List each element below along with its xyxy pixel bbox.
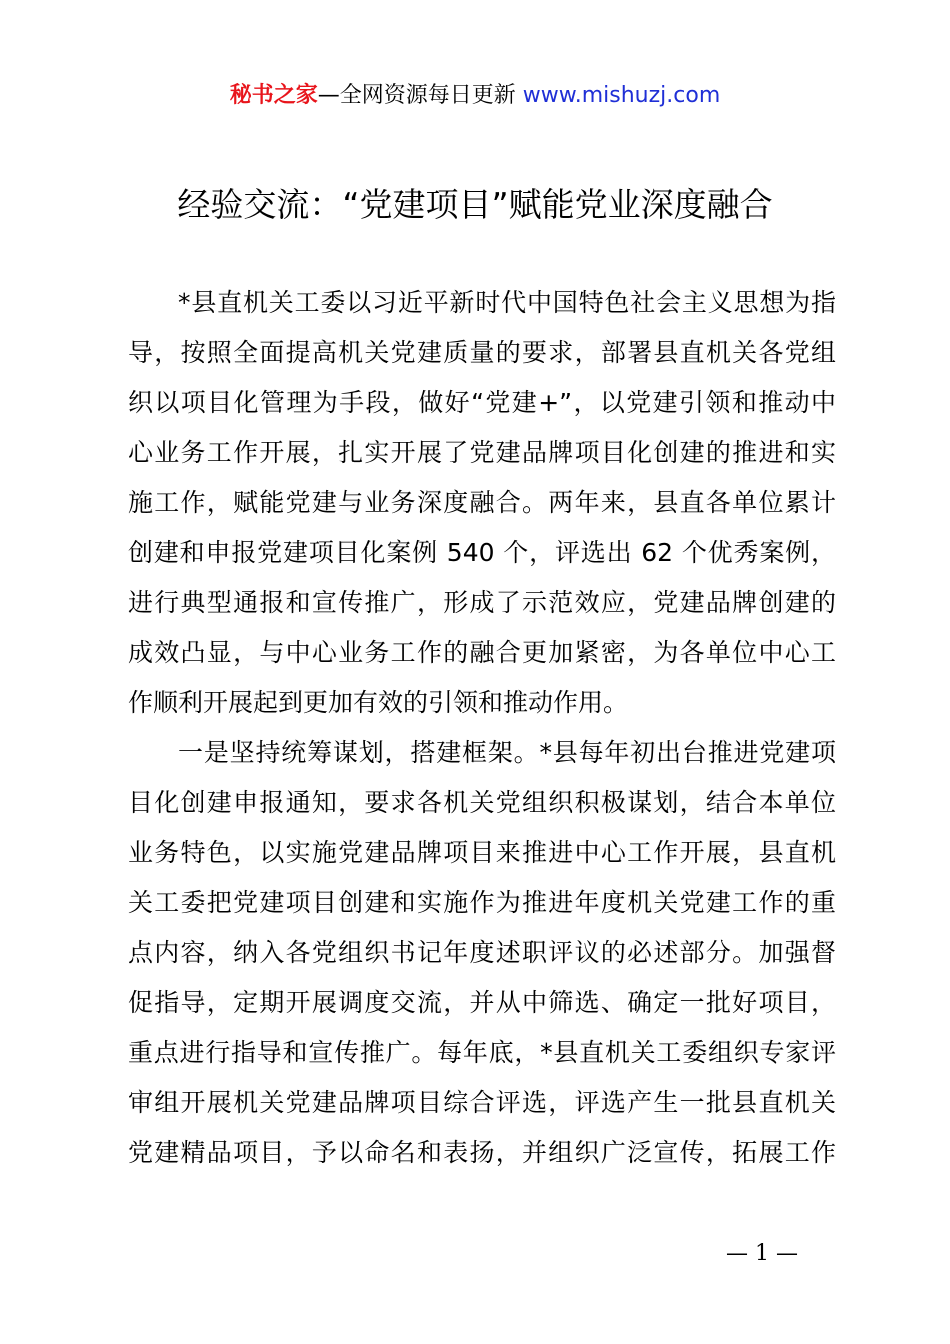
site-url-link[interactable]: www.mishuzj.com (522, 83, 721, 108)
paragraph (128, 728, 836, 1178)
site-header (0, 80, 950, 112)
text-line: 创建和申报党建项目化案例 540 个，评选出 62 个优秀案例， (128, 538, 836, 567)
page-number: — 1 — (726, 1241, 798, 1266)
text-line: 党建精品项目，予以命名和表扬，并组织广泛宣传，拓展工作 (128, 1138, 836, 1167)
site-tagline: —全网资源每日更新 (317, 83, 523, 108)
text-line: 一是坚持统筹谋划，搭建框架。*县每年初出台推进党建项 (178, 738, 836, 767)
text-line: 重点进行指导和宣传推广。每年底，*县直机关工委组织专家评 (128, 1038, 836, 1067)
text-line: 点内容，纳入各党组织书记年度述职评议的必述部分。加强督 (128, 938, 836, 967)
document-body (128, 278, 836, 1178)
text-line: 心业务工作开展，扎实开展了党建品牌项目化创建的推进和实 (128, 438, 836, 467)
text-line: *县直机关工委以习近平新时代中国特色社会主义思想为指 (178, 288, 836, 317)
text-line: 审组开展机关党建品牌项目综合评选，评选产生一批县直机关 (128, 1088, 836, 1117)
text-line: 作顺利开展起到更加有效的引领和推动作用。 (128, 688, 629, 717)
text-line: 关工委把党建项目创建和实施作为推进年度机关党建工作的重 (128, 888, 836, 917)
text-line: 目化创建申报通知，要求各机关党组织积极谋划，结合本单位 (128, 788, 836, 817)
document-title: 经验交流：“党建项目”赋能党业深度融合 (177, 185, 773, 224)
text-line: 织以项目化管理为手段，做好“党建+”，以党建引领和推动中 (128, 388, 836, 417)
text-line: 成效凸显，与中心业务工作的融合更加紧密，为各单位中心工 (128, 638, 836, 667)
text-line: 业务特色，以实施党建品牌项目来推进中心工作开展，县直机 (128, 838, 836, 867)
text-line: 导，按照全面提高机关党建质量的要求，部署县直机关各党组 (128, 338, 836, 367)
site-brand: 秘书之家 (229, 83, 318, 108)
text-line: 促指导，定期开展调度交流，并从中筛选、确定一批好项目， (128, 988, 836, 1017)
text-line: 施工作，赋能党建与业务深度融合。两年来，县直各单位累计 (128, 488, 836, 517)
text-line: 进行典型通报和宣传推广，形成了示范效应，党建品牌创建的 (128, 588, 836, 617)
paragraph (128, 278, 836, 728)
